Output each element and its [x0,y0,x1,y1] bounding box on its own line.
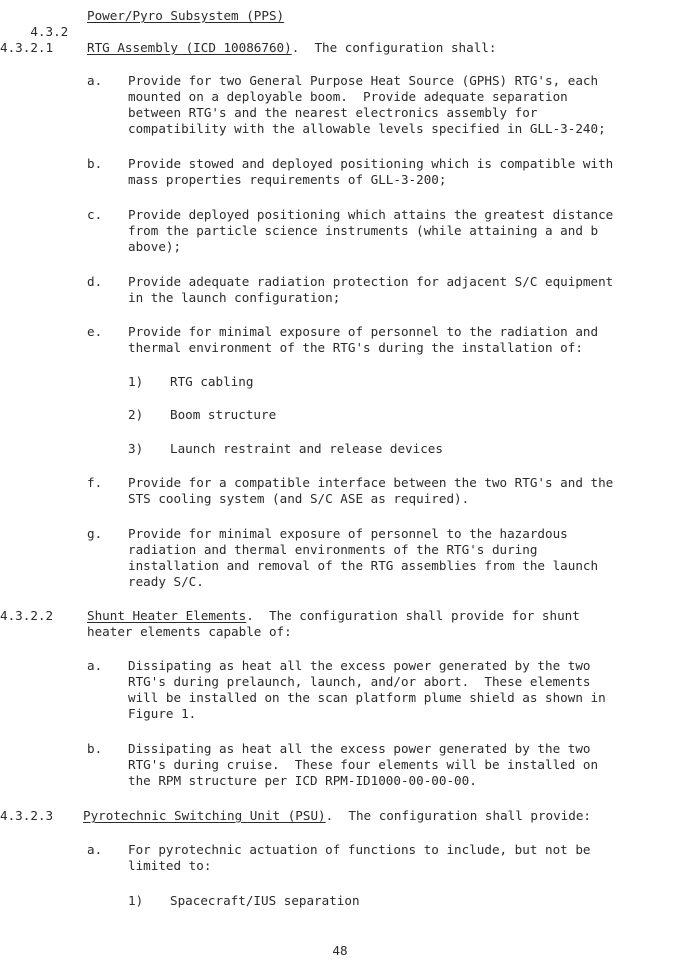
item-line: For pyrotechnic actuation of functions to include, but not be [128,842,591,857]
item-line: Provide for two General Purpose Heat Source (GPHS) RTG's, each [128,73,599,88]
item-line: Provide deployed positioning which attains the greatest distance [128,207,614,222]
item-line: RTG's during prelaunch, launch, and/or abort. These elements [128,674,591,689]
item-label: e. [87,324,103,339]
section-intro: . The configuration shall provide for shunt [246,608,580,623]
item-label: f. [87,475,103,490]
section-title: Pyrotechnic Switching Unit (PSU) [83,808,326,823]
item-line: between RTG's and the nearest electronics assembly for [128,105,538,120]
item-line: Provide for a compatible interface between the two RTG's and the [128,475,614,490]
subitem-text: Launch restraint and release devices [170,441,443,456]
item-line: mass properties requirements of GLL-3-200; [128,172,447,187]
item-label: a. [87,73,103,88]
item-label: a. [87,842,103,857]
item-line: thermal environment of the RTG's during the installation of: [128,340,583,355]
subitem-label: 3) [128,441,144,456]
item-line: ready S/C. [128,574,204,589]
section-number-4-3-2-3: 4.3.2.3 [0,808,54,823]
subitem-text: Spacecraft/IUS separation [170,893,360,908]
section-number: 4.3.2 [30,24,69,40]
item-line: Figure 1. [128,706,197,721]
item-line: radiation and thermal environments of the RTG's during [128,542,538,557]
item-label: d. [87,274,103,289]
item-line: above); [128,239,182,254]
section-number-4-3-2-2: 4.3.2.2 [0,608,54,623]
item-label: g. [87,526,103,541]
item-line: mounted on a deployable boom. Provide adequate separation [128,89,568,104]
item-line: Provide adequate radiation protection for adjacent S/C equipment [128,274,614,289]
subitem-label: 1) [128,893,144,908]
item-label: c. [87,207,103,222]
subitem-text: Boom structure [170,407,277,422]
section-intro: . The configuration shall: [291,40,497,55]
section-intro: . The configuration shall provide: [325,808,592,823]
item-line: compatibility with the allowable levels specified in GLL-3-240; [128,121,606,136]
item-line: RTG's during cruise. These four elements will be installed on [128,757,599,772]
subitem-label: 2) [128,407,144,422]
section-title: Power/Pyro Subsystem (PPS) [87,8,285,23]
section-title: RTG Assembly (ICD 10086760) [87,40,292,55]
item-line: Dissipating as heat all the excess power generated by the two [128,741,591,756]
item-label: b. [87,741,103,756]
section-heading-4-3-2-2 [87,608,580,624]
item-line: STS cooling system (and S/C ASE as required). [128,491,470,506]
subitem-label: 1) [128,374,144,389]
page-number: 48 [332,943,348,958]
item-line: the RPM structure per ICD RPM-ID1000-00-00-00. [128,773,477,788]
section-heading-4-3-2-3 [83,808,591,824]
item-line: Provide stowed and deployed positioning which is compatible with [128,156,614,171]
item-line: Provide for minimal exposure of personnel to the radiation and [128,324,599,339]
section-number-4-3-2-1: 4.3.2.1 [0,40,54,55]
item-line: limited to: [128,858,212,873]
item-line: Dissipating as heat all the excess power generated by the two [128,658,591,673]
item-line: installation and removal of the RTG assemblies from the launch [128,558,599,573]
item-label: b. [87,156,103,171]
item-line: Provide for minimal exposure of personnel to the hazardous [128,526,568,541]
item-line: in the launch configuration; [128,290,341,305]
item-line: will be installed on the scan platform plume shield as shown in [128,690,606,705]
item-line: from the particle science instruments (while attaining a and b [128,223,599,238]
section-title: Shunt Heater Elements [87,608,247,623]
section-heading-4-3-2-1 [87,40,496,56]
section-intro-continued: heater elements capable of: [87,624,292,639]
subitem-text: RTG cabling [170,374,254,389]
item-label: a. [87,658,103,673]
